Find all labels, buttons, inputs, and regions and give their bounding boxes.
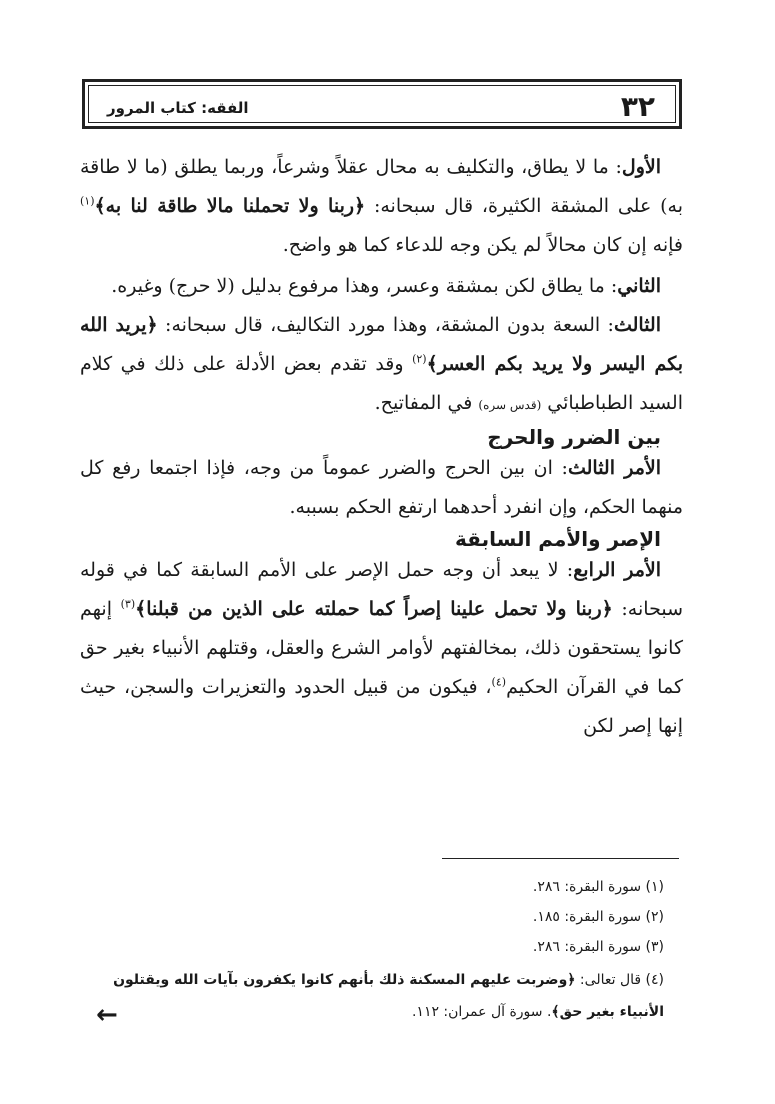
lead-third-matter: الأمر الثالث	[567, 457, 662, 479]
paragraph-fourth-matter	[80, 551, 683, 746]
paragraph-third	[80, 306, 683, 425]
footnote-separator	[442, 858, 679, 859]
quran-verse: ﴿يريد الله بكم اليسر ولا يريد بكم العسر﴾	[80, 314, 683, 375]
text: فإنه إن كان محالاً لم يكن وجه للدعاء كما هو واضح.	[282, 234, 683, 256]
text: : ان بين الحرج والضرر عموماً من وجه، فإذا اجتمعا رفع كل منهما الحكم، وإن انفرد أحدهما ارتفع الحكم بسببه.	[80, 457, 683, 518]
paragraph-first	[80, 148, 683, 265]
text: ، فيكون من قبيل الحدود والتعزيرات والسجن، حيث إنها إصر لكن	[80, 676, 683, 737]
quran-verse: ﴿ربنا ولا تحمل علينا إصراً كما حملته على الذين من قبلنا﴾	[135, 598, 613, 620]
section-heading-harm-hardship: بين الضرر والحرج	[487, 425, 661, 449]
lead-fourth-matter: الأمر الرابع	[573, 559, 661, 581]
paragraph-third-matter	[80, 449, 683, 527]
footnote-4-source: . سورة آل عمران: ١١٢.	[411, 1004, 552, 1020]
continue-arrow-icon: ←	[96, 1000, 118, 1030]
lead-first: الأول	[621, 156, 661, 178]
footnote-4-verse: ﴿وضربت عليهم المسكنة ذلك بأنهم كانوا يكفرون بآيات الله ويقتلون الأنبياء بغير حق﴾	[113, 972, 664, 1020]
honorific: (قدس سره)	[478, 398, 542, 412]
footnote-2: (٢) سورة البقرة: ١٨٥.	[532, 909, 664, 925]
lead-third: الثالث	[613, 314, 661, 336]
footnote-ref-1[interactable]: (١)	[80, 194, 95, 208]
text: : ما لا يطاق، والتكليف به محال عقلاً وشرعاً، وربما يطلق (ما لا طاقة به) على المشقة الكثيرة، قال سبحانه:	[80, 156, 683, 217]
text: وقد تقدم بعض الأدلة على ذلك في كلام السيد الطباطبائي	[80, 353, 683, 414]
body-text	[80, 148, 683, 746]
running-title: الفقه: كتاب المرور	[107, 99, 249, 117]
footnote-1: (١) سورة البقرة: ٢٨٦.	[532, 879, 664, 895]
text: : السعة بدون المشقة، وهذا مورد التكاليف، قال سبحانه:	[157, 314, 614, 336]
footnote-4	[80, 964, 680, 1028]
footnote-ref-3[interactable]: (٣)	[120, 597, 136, 611]
footnote-3: (٣) سورة البقرة: ٢٨٦.	[532, 939, 664, 955]
footnotes	[80, 872, 680, 1028]
text: : ما يطاق لكن بمشقة وعسر، وهذا مرفوع بدليل (لا حرج) وغيره.	[111, 275, 618, 297]
text: : لا يبعد أن وجه حمل الإصر على الأمم السابقة كما في قوله سبحانه:	[80, 559, 683, 620]
header-inner-frame	[88, 85, 676, 123]
page-number: ٣٢	[620, 90, 655, 123]
page-header	[82, 79, 682, 129]
lead-second: الثاني	[617, 275, 661, 297]
quran-verse: ﴿ربنا ولا تحملنا مالا طاقة لنا به﴾	[94, 195, 366, 217]
footnote-4-prefix: (٤) قال تعالى:	[575, 972, 664, 988]
footnote-ref-4[interactable]: (٤)	[491, 675, 507, 689]
text: في المفاتيح.	[374, 392, 479, 414]
paragraph-second	[80, 267, 683, 306]
text: إنهم كانوا يستحقون ذلك، بمخالفتهم لأوامر الشرع والعقل، وقتلهم الأنبياء بغير حق كما في القرآن الحكيم	[80, 598, 683, 698]
section-heading-burden-nations: الإصر والأمم السابقة	[455, 527, 661, 551]
footnote-ref-2[interactable]: (٢)	[412, 352, 427, 366]
